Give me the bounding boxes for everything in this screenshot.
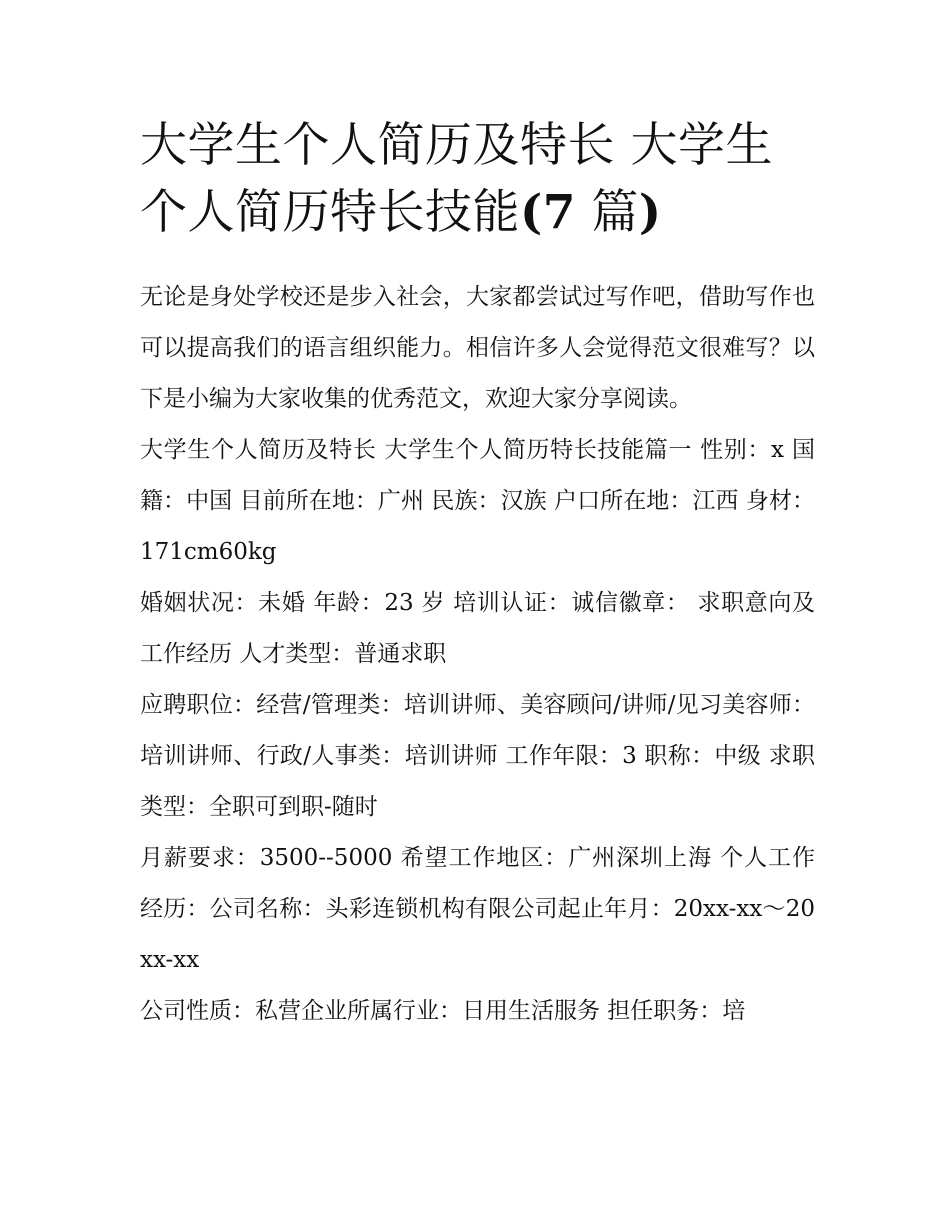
- title-count-unit: 篇: [575, 185, 639, 240]
- resume-job-target: 应聘职位：经营/管理类：培训讲师、美容顾问/讲师/见习美容师：培训讲师、行政/人事类：培训讲师 工作年限：3 职称：中级 求职类型：全职可到职-随时: [140, 692, 815, 820]
- intro-paragraph: 无论是身处学校还是步入社会，大家都尝试过写作吧，借助写作也可以提高我们的语言组织能力。相信许多人会觉得范文很难写？以下是小编为大家收集的优秀范文，欢迎大家分享阅读。: [140, 284, 815, 412]
- title-text: 大学生个人简历及特长 大学生个人简历特长技能: [140, 118, 773, 240]
- title-count-open: (7: [520, 185, 576, 240]
- resume-company-info: 公司性质：私营企业所属行业：日用生活服务 担任职务：培: [140, 998, 746, 1024]
- document-title: [140, 112, 815, 246]
- resume-salary-experience: 月薪要求：3500--5000 希望工作地区：广州深圳上海 个人工作经历：公司名称：头彩连锁机构有限公司起止年月：20xx-xx～20xx-xx: [140, 845, 815, 973]
- resume-basic-info: 大学生个人简历及特长 大学生个人简历特长技能篇一 性别：x 国籍：中国 目前所在地：广州 民族：汉族 户口所在地：江西 身材：171cm60kg: [140, 437, 815, 565]
- title-count-close: ): [638, 185, 662, 240]
- document-content: [140, 112, 815, 1037]
- resume-personal-status: 婚姻状况：未婚 年龄：23 岁 培训认证：诚信徽章： 求职意向及工作经历 人才类型：普通求职: [140, 590, 815, 667]
